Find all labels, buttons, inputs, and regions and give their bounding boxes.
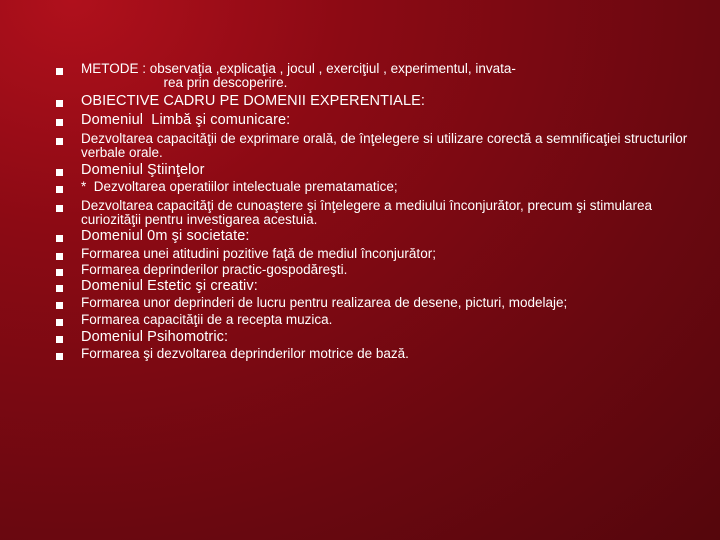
list-item-domain-aesthetic	[56, 279, 706, 293]
list-item-objectives-heading	[56, 94, 706, 108]
square-bullet-icon	[56, 235, 63, 242]
square-bullet-icon	[56, 302, 63, 309]
list-item-text: Formarea deprinderilor practic-gospodăreşti.	[81, 262, 348, 277]
list-item-text: Formarea capacităţii de a recepta muzica.	[81, 312, 333, 327]
square-bullet-icon	[56, 319, 63, 326]
square-bullet-icon	[56, 205, 63, 212]
square-bullet-icon	[56, 285, 63, 292]
list-item	[56, 347, 706, 361]
list-item-text: Domeniul 0m şi societate:	[81, 228, 250, 244]
square-bullet-icon	[56, 353, 63, 360]
list-item-methods	[56, 62, 706, 90]
list-item-domain-psychomotor	[56, 330, 706, 344]
list-item-domain-society	[56, 229, 706, 243]
list-item-text: Dezvoltarea capacităţi de cunoaştere şi înţelegere a mediului înconjurător, precum şi stimularea curiozităţii pentru investigarea acestuia.	[81, 198, 656, 227]
list-item	[56, 132, 706, 160]
list-item-text: OBIECTIVE CADRU PE DOMENII EXPERENTIALE:	[81, 93, 426, 109]
square-bullet-icon	[56, 336, 63, 343]
list-item-domain-science	[56, 163, 706, 177]
list-item	[56, 296, 706, 310]
square-bullet-icon	[56, 119, 63, 126]
bullet-list	[56, 62, 706, 364]
square-bullet-icon	[56, 253, 63, 260]
list-item-text: Domeniul Estetic şi creativ:	[81, 278, 258, 294]
list-item-text: METODE : observaţia ,explicaţia , jocul , exerciţiul , experimentul, invata- rea prin descoperire.	[81, 61, 516, 90]
list-item-text: Formarea unor deprinderi de lucru pentru realizarea de desene, picturi, modelaje;	[81, 295, 568, 310]
list-item	[56, 313, 706, 327]
list-item	[56, 263, 706, 277]
square-bullet-icon	[56, 138, 63, 145]
square-bullet-icon	[56, 186, 63, 193]
list-item-text: Domeniul Ştiinţelor	[81, 162, 205, 178]
square-bullet-icon	[56, 169, 63, 176]
list-item-text: Domeniul Psihomotric:	[81, 329, 229, 345]
square-bullet-icon	[56, 68, 63, 75]
list-item-text: Formarea unei atitudini pozitive faţă de mediul înconjurător;	[81, 246, 436, 261]
list-item-domain-language	[56, 113, 706, 127]
square-bullet-icon	[56, 100, 63, 107]
square-bullet-icon	[56, 269, 63, 276]
list-item-text: Domeniul Limbă şi comunicare:	[81, 112, 291, 128]
list-item-text: Dezvoltarea capacităţii de exprimare orală, de înţelegere si utilizare corectă a semnificaţiei structurilor verbale orale.	[81, 131, 692, 160]
list-item	[56, 180, 706, 194]
list-item-text: * Dezvoltarea operatiilor intelectuale prematamatice;	[81, 179, 398, 194]
list-item-text: Formarea şi dezvoltarea deprinderilor motrice de bază.	[81, 346, 409, 361]
list-item	[56, 247, 706, 261]
list-item	[56, 199, 706, 227]
